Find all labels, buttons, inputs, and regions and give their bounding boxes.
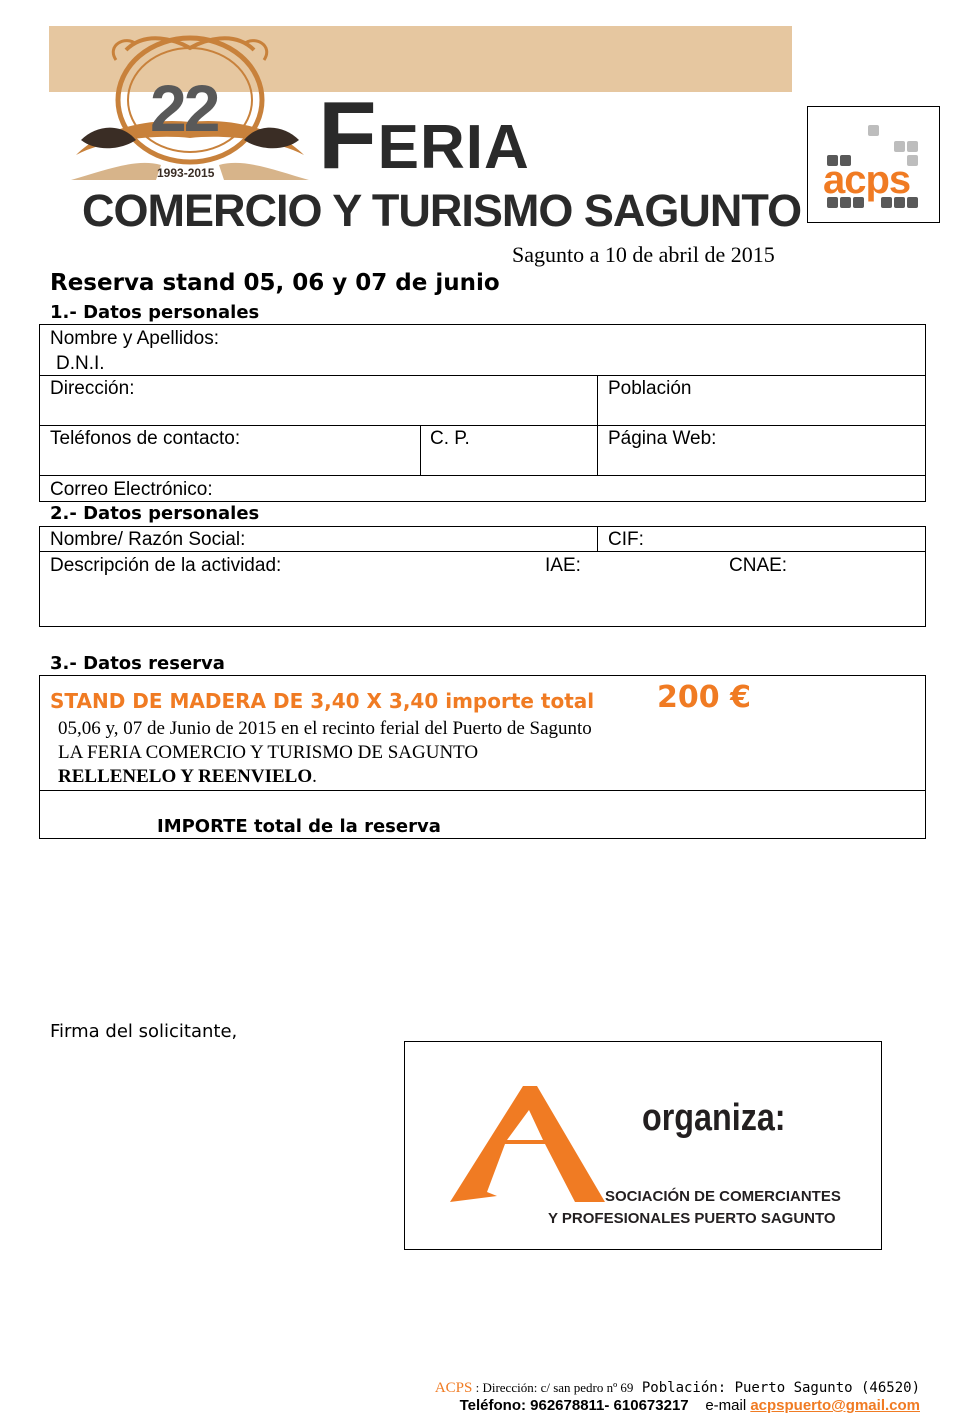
fair-name-line: LA FERIA COMERCIO Y TURISMO DE SAGUNTO xyxy=(58,742,479,763)
section2-heading: 2.- Datos personales xyxy=(50,503,260,524)
stand-description: STAND DE MADERA DE 3,40 X 3,40 importe total xyxy=(50,689,595,713)
divider xyxy=(39,425,926,426)
footer-acps: ACPS xyxy=(434,1380,473,1396)
divider xyxy=(39,790,926,791)
telefonos-field[interactable]: Teléfonos de contacto: xyxy=(50,428,241,449)
stand-price: 200 € xyxy=(657,680,751,715)
form-title: Reserva stand 05, 06 y 07 de junio xyxy=(50,270,500,296)
section3-heading: 3.- Datos reserva xyxy=(50,653,225,674)
footer-direccion: : Dirección: c/ san pedro nº 69 xyxy=(472,1380,634,1395)
fair-subtitle: COMERCIO Y TURISMO SAGUNTO xyxy=(82,185,802,236)
acps-logo-text: acps xyxy=(823,158,911,202)
direccion-field[interactable]: Dirección: xyxy=(50,378,135,399)
divider xyxy=(39,551,926,552)
fill-send-end: . xyxy=(312,766,317,787)
cp-field[interactable]: C. P. xyxy=(430,428,470,449)
cif-field[interactable]: CIF: xyxy=(608,529,644,550)
acps-logo xyxy=(807,106,940,223)
footer-telefono: Teléfono: 962678811- 610673217 xyxy=(459,1397,689,1414)
divider xyxy=(420,425,421,475)
edition-number: 22 xyxy=(150,71,218,145)
feria-rest: ERIA xyxy=(377,113,530,182)
asociacion-line1: SOCIACIÓN DE COMERCIANTES xyxy=(605,1188,841,1205)
fill-send-bold: RELLENELO Y REENVIELO xyxy=(58,766,313,787)
organiza-word: organiza: xyxy=(642,1097,786,1139)
big-a-logo-icon xyxy=(445,1084,615,1204)
footer-email-link[interactable]: acpspuerto@gmail.com xyxy=(750,1397,920,1414)
divider xyxy=(39,375,926,376)
razon-social-field[interactable]: Nombre/ Razón Social: xyxy=(50,529,246,550)
dni-field[interactable]: D.N.I. xyxy=(56,353,105,374)
feria-initial: F xyxy=(318,82,378,189)
poblacion-field[interactable]: Población xyxy=(608,378,692,399)
asociacion-line2: Y PROFESIONALES PUERTO SAGUNTO xyxy=(548,1210,836,1227)
divider xyxy=(39,475,926,476)
footer-email-label: e-mail xyxy=(705,1397,747,1414)
section1-heading: 1.- Datos personales xyxy=(50,302,260,323)
feria-title xyxy=(318,82,530,189)
footer-poblacion: Población: Puerto Sagunto (46520) xyxy=(633,1380,920,1396)
importe-total-field[interactable]: IMPORTE total de la reserva xyxy=(157,816,441,837)
firma-label: Firma del solicitante, xyxy=(50,1021,238,1042)
iae-field[interactable]: IAE: xyxy=(545,555,581,576)
nombre-field[interactable]: Nombre y Apellidos: xyxy=(50,328,219,349)
divider xyxy=(597,375,598,475)
cnae-field[interactable]: CNAE: xyxy=(729,555,788,576)
correo-field[interactable]: Correo Electrónico: xyxy=(50,479,213,500)
fill-send-line xyxy=(58,766,317,788)
dates-line: 05,06 y, 07 de Junio de 2015 en el recinto ferial del Puerto de Sagunto xyxy=(58,718,592,739)
date-line: Sagunto a 10 de abril de 2015 xyxy=(512,242,775,267)
footer-address xyxy=(435,1379,920,1397)
descripcion-field[interactable]: Descripción de la actividad: xyxy=(50,555,282,576)
footer-contact xyxy=(460,1397,920,1414)
divider xyxy=(597,526,598,551)
edition-years: 1993-2015 xyxy=(157,166,215,180)
web-field[interactable]: Página Web: xyxy=(608,428,717,449)
